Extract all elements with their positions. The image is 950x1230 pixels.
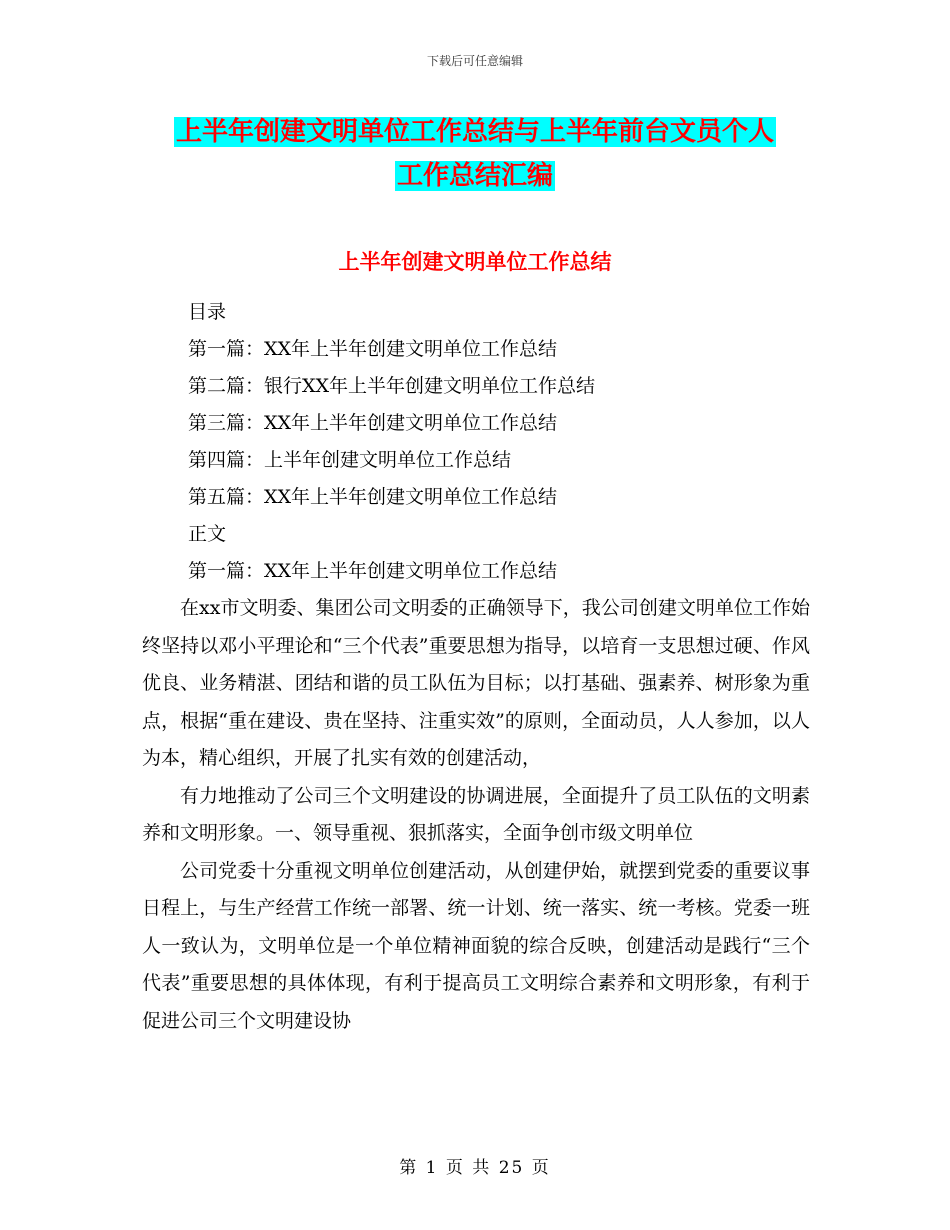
document-title (140, 110, 810, 198)
document-title-line-2: 工作总结汇编 (396, 161, 553, 191)
chapter-heading: 第一篇：XX年上半年创建文明单位工作总结 (188, 560, 558, 582)
body-paragraph: 公司党委十分重视文明单位创建活动，从创建伊始，就摆到党委的重要议事日程上，与生产经营工作统一部署、统一计划、统一落实、统一考核。党委一班人一致认为，文明单位是一个单位精神面貌的综合反映，创建活动是践行“三个代表”重要思想的具体体现，有利于提高员工文明综合素养和文明形象，有利于促进公司三个文明建设协 (142, 859, 810, 1032)
body-heading: 正文 (188, 523, 227, 545)
table-of-contents (188, 294, 595, 590)
toc-item: 第二篇：银行XX年上半年创建文明单位工作总结 (188, 375, 596, 397)
document-title-line-1: 上半年创建文明单位工作总结与上半年前台文员个人 (175, 117, 774, 147)
toc-item: 第五篇：XX年上半年创建文明单位工作总结 (188, 486, 558, 508)
section-title: 上半年创建文明单位工作总结 (338, 250, 612, 274)
toc-item: 第四篇：上半年创建文明单位工作总结 (188, 449, 512, 471)
page-footer: 第 1 页 共 25 页 (399, 1158, 551, 1178)
header-note: 下载后可任意编辑 (426, 54, 523, 68)
body-paragraph: 在xx市文明委、集团公司文明委的正确领导下，我公司创建文明单位工作始终坚持以邓小平理论和“三个代表”重要思想为指导，以培育一支思想过硬、作风优良、业务精湛、团结和谐的员工队伍为目标；以打基础、强素养、树形象为重点，根据“重在建设、贵在坚持、注重实效”的原则，全面动员，人人参加，以人为本，精心组织，开展了扎实有效的创建活动， (142, 597, 810, 769)
body-text (142, 590, 810, 1040)
body-paragraph: 有力地推动了公司三个文明建设的协调进展，全面提升了员工队伍的文明素养和文明形象。一、领导重视、狠抓落实，全面争创市级文明单位 (142, 784, 810, 844)
toc-item: 第一篇：XX年上半年创建文明单位工作总结 (188, 338, 558, 360)
toc-item: 第三篇：XX年上半年创建文明单位工作总结 (188, 412, 558, 434)
toc-heading: 目录 (188, 301, 227, 323)
